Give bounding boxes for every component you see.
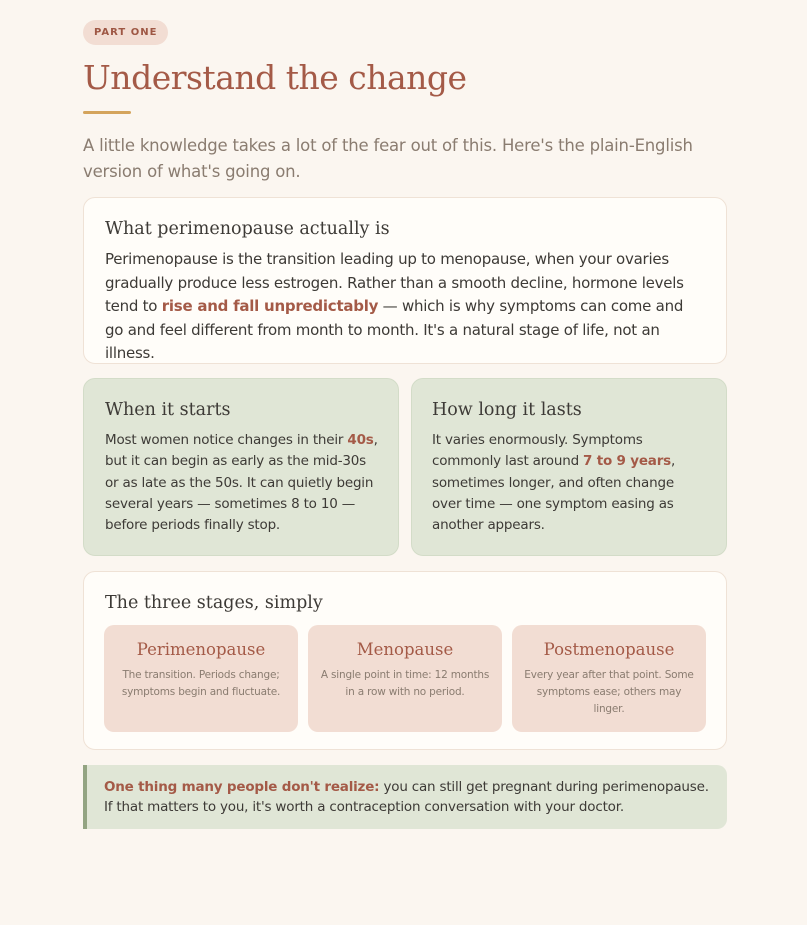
title-underline bbox=[83, 111, 131, 114]
what-is-card bbox=[83, 197, 727, 364]
pregnancy-note-callout bbox=[83, 765, 727, 829]
how-long-text-part: , sometimes longer, and often change over time — one symptom easing as another appears. bbox=[432, 453, 676, 534]
intro-text: A little knowledge takes a lot of the fear out of this. Here's the plain-English version of what's going on. bbox=[83, 136, 693, 181]
how-long-text bbox=[432, 430, 706, 536]
how-long-title: How long it lasts bbox=[432, 400, 582, 420]
stage-menopause bbox=[308, 625, 502, 732]
when-starts-text bbox=[105, 430, 378, 536]
how-long-card bbox=[411, 378, 727, 556]
stages-card bbox=[83, 571, 727, 750]
stage-description: A single point in time: 12 months in a row with no period. bbox=[320, 669, 490, 698]
stage-perimenopause bbox=[104, 625, 298, 732]
when-starts-text-part: , but it can begin as early as the mid-30s or as late as the 50s. It can quietly begin several years — sometimes 8 to 10 — before periods finally stop. bbox=[105, 432, 378, 534]
what-is-emphasis: rise and fall unpredictably bbox=[161, 297, 379, 315]
page-title: Understand the change bbox=[83, 58, 467, 97]
stage-postmenopause bbox=[512, 625, 706, 732]
stage-description: The transition. Periods change; symptoms begin and fluctuate. bbox=[121, 669, 281, 698]
what-is-text-part: — which is why symptoms can come and go and feel different from month to month. It's a natural stage of life, not an illness. bbox=[105, 297, 684, 362]
what-is-text bbox=[105, 248, 705, 366]
note-text: you can still get pregnant during perimenopause. If that matters to you, it's worth a contraception conversation with your doctor. bbox=[104, 779, 709, 815]
stage-description: Every year after that point. Some symptoms ease; others may linger. bbox=[524, 669, 694, 715]
when-starts-title: When it starts bbox=[105, 400, 231, 420]
how-long-emphasis: 7 to 9 years bbox=[583, 453, 672, 470]
stage-name: Menopause bbox=[356, 640, 454, 659]
stage-name: Perimenopause bbox=[136, 640, 266, 659]
content-column bbox=[83, 20, 727, 815]
stages-title: The three stages, simply bbox=[105, 593, 323, 613]
what-is-text-part: Perimenopause is the transition leading up to menopause, when your ovaries gradually produce less estrogen. Rather than a smooth decline, hormone levels tend to bbox=[105, 250, 684, 315]
when-starts-card bbox=[83, 378, 399, 556]
how-long-text-part: It varies enormously. Symptoms commonly last around bbox=[432, 432, 643, 470]
stage-name: Postmenopause bbox=[543, 640, 675, 659]
when-starts-emphasis: 40s bbox=[347, 432, 374, 448]
note-emphasis: One thing many people don't realize: bbox=[104, 779, 380, 795]
section-label: PART ONE bbox=[83, 20, 168, 45]
what-is-title: What perimenopause actually is bbox=[105, 219, 390, 239]
when-starts-text-part: Most women notice changes in their bbox=[105, 432, 348, 448]
